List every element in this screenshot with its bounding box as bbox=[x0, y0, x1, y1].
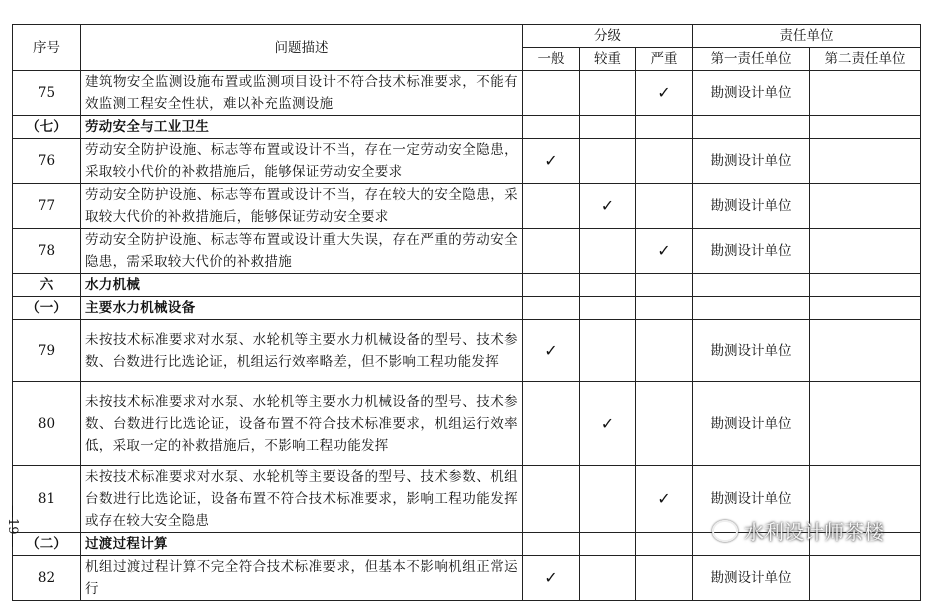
grade-cell-2 bbox=[580, 139, 636, 184]
grade-cell-1 bbox=[523, 556, 580, 601]
grade-cell-3 bbox=[636, 71, 693, 116]
section-row bbox=[13, 297, 921, 320]
header-seq: 序号 bbox=[13, 25, 81, 71]
grade-cell-1 bbox=[523, 297, 580, 320]
grade-cell-1 bbox=[523, 229, 580, 274]
row-description: 未按技术标准要求对水泵、水轮机等主要水力机械设备的型号、技术参数、台数进行比选论证，机组运行效率略差，但不影响工程功能发挥 bbox=[81, 320, 523, 382]
row-seq: 77 bbox=[13, 184, 81, 229]
section-row bbox=[13, 116, 921, 139]
responsibility-table bbox=[12, 24, 921, 601]
row-seq: 79 bbox=[13, 320, 81, 382]
header-grade-general: 一般 bbox=[523, 48, 580, 71]
header-desc: 问题描述 bbox=[81, 25, 523, 71]
grade-cell-1 bbox=[523, 139, 580, 184]
row-first-unit bbox=[693, 297, 810, 320]
row-description: 未按技术标准要求对水泵、水轮机等主要设备的型号、技术参数、机组台数进行比选论证，设备布置不符合技术标准要求，影响工程功能发挥或存在较大安全隐患 bbox=[81, 466, 523, 533]
row-second-unit bbox=[810, 229, 921, 274]
row-first-unit bbox=[693, 116, 810, 139]
grade-cell-2 bbox=[580, 274, 636, 297]
row-description: 劳动安全防护设施、标志等布置或设计不当，存在一定劳动安全隐患，采取较小代价的补救措施后，能够保证劳动安全要求 bbox=[81, 139, 523, 184]
row-second-unit bbox=[810, 116, 921, 139]
row-description: 劳动安全与工业卫生 bbox=[81, 116, 523, 139]
row-first-unit: 勘测设计单位 bbox=[693, 382, 810, 466]
grade-cell-3 bbox=[636, 466, 693, 533]
table-row bbox=[13, 139, 921, 184]
check-mark-icon: ✓ bbox=[544, 568, 558, 587]
row-description: 劳动安全防护设施、标志等布置或设计重大失误，存在严重的劳动安全隐患，需采取较大代价的补救措施 bbox=[81, 229, 523, 274]
grade-cell-3 bbox=[636, 556, 693, 601]
grade-cell-2 bbox=[580, 320, 636, 382]
check-mark-icon: ✓ bbox=[600, 413, 615, 433]
row-second-unit bbox=[810, 71, 921, 116]
grade-cell-1 bbox=[523, 382, 580, 466]
row-description: 机组过渡过程计算不完全符合技术标准要求，但基本不影响机组正常运行 bbox=[81, 556, 523, 601]
grade-cell-3 bbox=[636, 320, 693, 382]
section-row bbox=[13, 274, 921, 297]
header-resp-second: 第二责任单位 bbox=[810, 48, 921, 71]
grade-cell-2 bbox=[580, 297, 636, 320]
grade-cell-3 bbox=[636, 382, 693, 466]
row-first-unit: 勘测设计单位 bbox=[693, 320, 810, 382]
header-grade-severe: 严重 bbox=[636, 48, 693, 71]
row-seq: 75 bbox=[13, 71, 81, 116]
row-first-unit: 勘测设计单位 bbox=[693, 184, 810, 229]
row-second-unit bbox=[810, 274, 921, 297]
check-mark-icon: ✓ bbox=[657, 83, 671, 102]
row-description: 未按技术标准要求对水泵、水轮机等主要水力机械设备的型号、技术参数、台数进行比选论证，设备布置不符合技术标准要求，机组运行效率低，采取一定的补救措施后，不影响工程功能发挥 bbox=[81, 382, 523, 466]
table-row bbox=[13, 229, 921, 274]
row-first-unit bbox=[693, 274, 810, 297]
row-second-unit bbox=[810, 556, 921, 601]
row-first-unit: 勘测设计单位 bbox=[693, 139, 810, 184]
grade-cell-2 bbox=[580, 556, 636, 601]
header-grade-serious: 较重 bbox=[580, 48, 636, 71]
row-description: 水力机械 bbox=[81, 274, 523, 297]
grade-cell-2 bbox=[580, 382, 636, 466]
grade-cell-2 bbox=[580, 116, 636, 139]
table-row bbox=[13, 556, 921, 601]
grade-cell-1 bbox=[523, 184, 580, 229]
row-seq: 82 bbox=[13, 556, 81, 601]
watermark-text: 水利设计师茶楼 bbox=[744, 520, 884, 544]
row-seq: （七） bbox=[13, 116, 81, 139]
row-description: 主要水力机械设备 bbox=[81, 297, 523, 320]
row-second-unit bbox=[810, 184, 921, 229]
grade-cell-2 bbox=[580, 229, 636, 274]
grade-cell-1 bbox=[523, 71, 580, 116]
grade-cell-2 bbox=[580, 184, 636, 229]
row-first-unit: 勘测设计单位 bbox=[693, 229, 810, 274]
row-seq: 76 bbox=[13, 139, 81, 184]
row-second-unit bbox=[810, 382, 921, 466]
row-second-unit bbox=[810, 320, 921, 382]
row-seq: （二） bbox=[13, 533, 81, 556]
row-seq: 78 bbox=[13, 229, 81, 274]
row-description: 过渡过程计算 bbox=[81, 533, 523, 556]
header-resp: 责任单位 bbox=[693, 25, 921, 48]
table-row bbox=[13, 71, 921, 116]
grade-cell-2 bbox=[580, 466, 636, 533]
grade-cell-1 bbox=[523, 320, 580, 382]
grade-cell-1 bbox=[523, 466, 580, 533]
table-row bbox=[13, 184, 921, 229]
grade-cell-3 bbox=[636, 297, 693, 320]
row-first-unit: 勘测设计单位 bbox=[693, 466, 810, 533]
check-mark-icon: ✓ bbox=[657, 241, 671, 260]
row-seq: 六 bbox=[13, 274, 81, 297]
row-first-unit: 勘测设计单位 bbox=[693, 71, 810, 116]
page-number: —19— bbox=[5, 505, 20, 548]
header-grade: 分级 bbox=[523, 25, 693, 48]
table-row bbox=[13, 382, 921, 466]
row-second-unit bbox=[810, 297, 921, 320]
row-second-unit bbox=[810, 139, 921, 184]
grade-cell-2 bbox=[580, 533, 636, 556]
check-mark-icon: ✓ bbox=[544, 340, 558, 360]
grade-cell-3 bbox=[636, 533, 693, 556]
row-first-unit: 勘测设计单位 bbox=[693, 556, 810, 601]
grade-cell-1 bbox=[523, 116, 580, 139]
grade-cell-3 bbox=[636, 229, 693, 274]
row-seq: 80 bbox=[13, 382, 81, 466]
check-mark-icon: ✓ bbox=[657, 489, 671, 508]
grade-cell-3 bbox=[636, 184, 693, 229]
grade-cell-1 bbox=[523, 533, 580, 556]
row-description: 劳动安全防护设施、标志等布置或设计不当，存在较大的安全隐患，采取较大代价的补救措施后，能够保证劳动安全要求 bbox=[81, 184, 523, 229]
table-row bbox=[13, 320, 921, 382]
check-mark-icon: ✓ bbox=[544, 151, 558, 170]
check-mark-icon: ✓ bbox=[600, 196, 615, 215]
grade-cell-2 bbox=[580, 71, 636, 116]
watermark bbox=[712, 516, 884, 545]
grade-cell-1 bbox=[523, 274, 580, 297]
row-description: 建筑物安全监测设施布置或监测项目设计不符合技术标准要求，不能有效监测工程安全性状，难以补充监测设施 bbox=[81, 71, 523, 116]
wechat-icon bbox=[712, 520, 738, 542]
row-seq: （一） bbox=[13, 297, 81, 320]
header-resp-first: 第一责任单位 bbox=[693, 48, 810, 71]
grade-cell-3 bbox=[636, 116, 693, 139]
row-seq: 81 bbox=[13, 466, 81, 533]
grade-cell-3 bbox=[636, 274, 693, 297]
grade-cell-3 bbox=[636, 139, 693, 184]
